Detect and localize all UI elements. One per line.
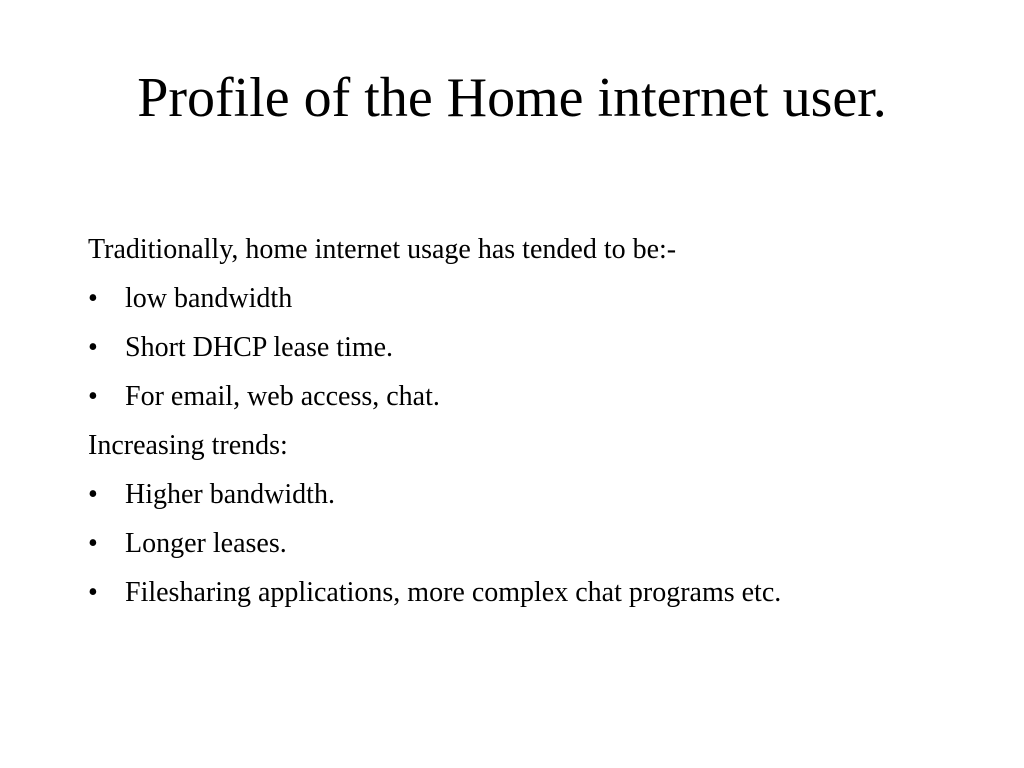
bullet-icon: • [88,332,98,363]
bullet-item [88,473,988,522]
slide-body [88,228,988,620]
bullet-icon: • [88,528,98,559]
slide-title: Profile of the Home internet user. [137,67,887,129]
bullet-item [88,375,988,424]
bullet-text: For email, web access, chat. [125,381,440,412]
bullet-text: Longer leases. [125,528,287,559]
section-heading-traditional: Traditionally, home internet usage has tended to be:- [88,234,677,265]
bullet-text: low bandwidth [125,283,293,314]
bullet-item [88,326,988,375]
bullet-item [88,277,988,326]
bullet-item [88,522,988,571]
bullet-text: Higher bandwidth. [125,479,335,510]
bullet-text: Filesharing applications, more complex chat programs etc. [125,577,782,608]
bullet-icon: • [88,479,98,510]
section-heading-trends: Increasing trends: [88,430,288,461]
bullet-item [88,571,988,620]
bullet-icon: • [88,283,98,314]
bullet-text: Short DHCP lease time. [125,332,394,363]
bullet-icon: • [88,577,98,608]
bullet-icon: • [88,381,98,412]
